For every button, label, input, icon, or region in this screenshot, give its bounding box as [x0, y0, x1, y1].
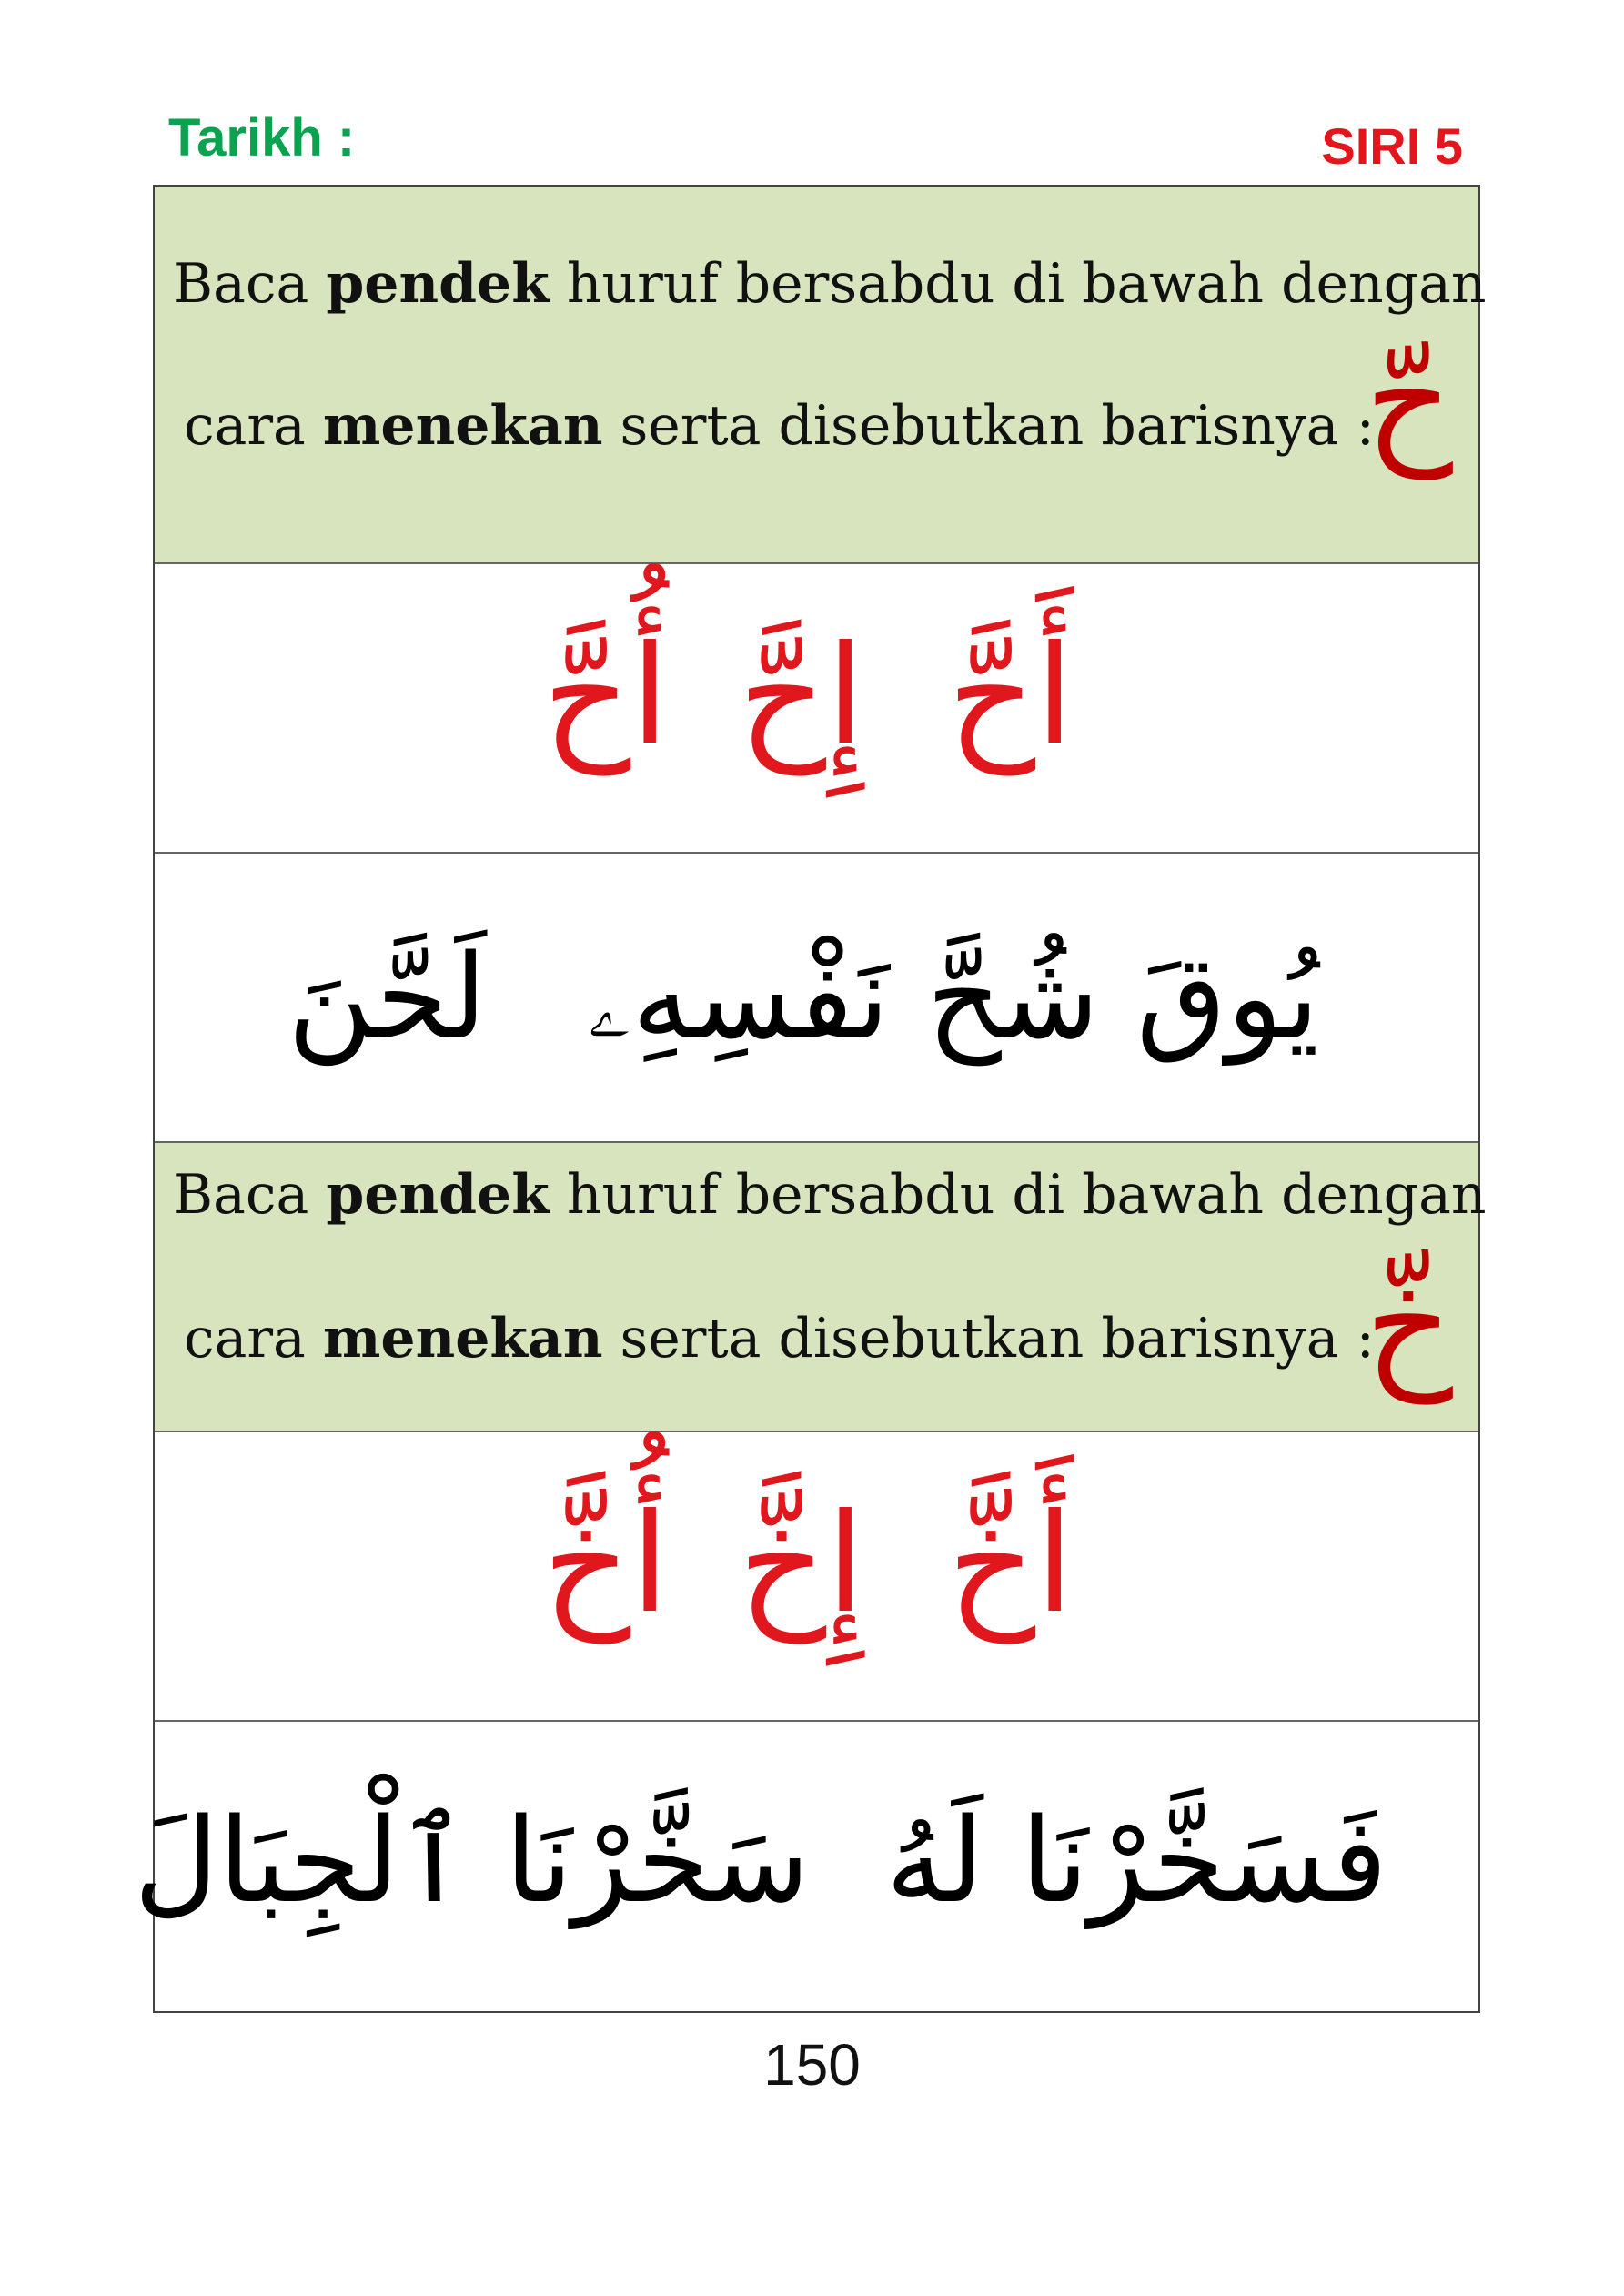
series-label: SIRI 5: [1321, 117, 1463, 175]
drill-item: أُخَّ: [542, 1485, 669, 1644]
quran-word: لَحَّنَ: [287, 930, 487, 1066]
target-letter-kha: خّ: [1365, 1246, 1453, 1404]
worksheet-table: [133, 185, 1487, 2013]
instruction-line-2: cara menekan serta disebutkan barisnya :: [184, 394, 1375, 458]
target-letter-ha: حّ: [1365, 321, 1453, 480]
page-number: 150: [763, 2032, 861, 2098]
drill-item: أَخَّ: [947, 1485, 1074, 1644]
word-row-2: [133, 1722, 1478, 2011]
quran-phrase: يُوقَ شُحَّ نَفْسِهِۦ: [587, 930, 1319, 1066]
drill-item: أُحَّ: [542, 617, 669, 775]
drill-item: إِحَّ: [738, 617, 864, 775]
instruction-line-1: Baca pendek huruf bersabdu di bawah dengan: [173, 1163, 1487, 1227]
instruction-row-1: [155, 187, 1487, 564]
date-label: Tarikh :: [168, 108, 356, 167]
drill-row-2: [155, 1432, 1478, 1722]
instruction-line-2: cara menekan serta disebutkan barisnya :: [184, 1307, 1375, 1371]
drill-item: إِخَّ: [738, 1485, 864, 1644]
word-row-1: [155, 854, 1478, 1143]
instruction-row-2: [155, 1143, 1487, 1432]
drill-item: أَحَّ: [947, 617, 1074, 775]
quran-phrase: سَخَّرْنَا ٱلْجِبَالَ: [133, 1794, 810, 1929]
drill-row-1: [155, 564, 1478, 854]
quran-phrase: فَسَخَّرْنَا لَهُ: [885, 1794, 1387, 1929]
instruction-line-1: Baca pendek huruf bersabdu di bawah dengan: [173, 252, 1487, 316]
